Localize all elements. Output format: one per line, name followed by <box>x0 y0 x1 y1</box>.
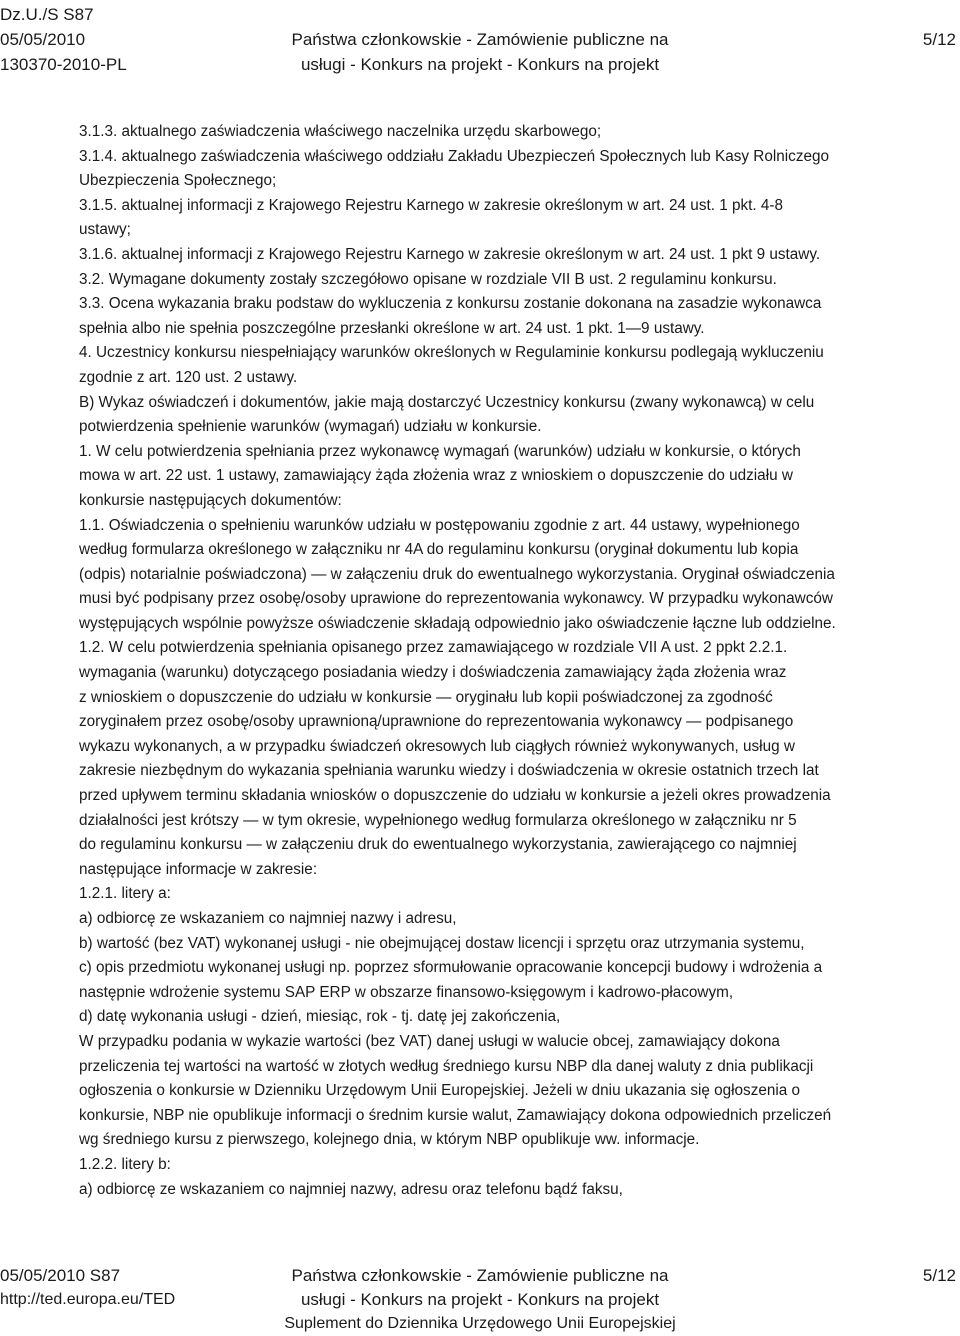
notice-number: 130370-2010-PL <box>0 55 127 74</box>
body-line: c) opis przedmiotu wykonanej usługi np. poprzez sformułowanie opracowanie koncepcji budowy i wdrożenia a <box>79 959 823 977</box>
footer-title-line-2: usługi - Konkurs na projekt - Konkurs na projekt <box>300 1290 660 1309</box>
body-line: Ubezpieczenia Społecznego; <box>79 172 277 190</box>
body-line: następnie wdrożenie systemu SAP ERP w obszarze finansowo-księgowym i kadrowo-płacowym, <box>79 983 734 1001</box>
body-line: wykazu wykonanych, a w przypadku świadczeń okresowych lub ciągłych również wykonywanych, usług w <box>79 737 795 755</box>
header-date: 05/05/2010 <box>0 30 86 49</box>
footer-center <box>0 1264 960 1336</box>
body-line: 3.1.6. aktualnej informacji z Krajowego Rejestru Karnego w zakresie określonym w art. 24 ust. 1 pkt 9 ustawy. <box>79 245 821 263</box>
body-line: następujące informacje w zakresie: <box>79 860 318 878</box>
footer-right-line-2 <box>923 1288 956 1312</box>
body-line: a) odbiorcę ze wskazaniem co najmniej nazwy i adresu, <box>79 910 457 927</box>
footer-right <box>923 1264 956 1336</box>
body-line: z wnioskiem o dopuszczenie do udziału w konkursie — oryginału lub kopii poświadczonej za zgodność <box>79 688 773 706</box>
body-line: zakresie niezbędnym do wykazania spełniania warunku wiedzy i doświadczenia w okresie ostatnich trzech lat <box>79 762 819 780</box>
body-line: 3.1.5. aktualnej informacji z Krajowego Rejestru Karnego w zakresie określonym w art. 24 ust. 1 pkt. 4-8 <box>79 196 783 214</box>
body-line: 1.2.1. litery a: <box>79 885 171 903</box>
header-title-line-2: usługi - Konkurs na projekt - Konkurs na projekt <box>300 55 660 74</box>
header-center <box>0 2 960 77</box>
body-line: musi być podpisany przez osobę/osoby uprawione do reprezentowania wykonawcy. W przypadku wykonawców <box>79 590 833 608</box>
header-title-line-1: Państwa członkowskie - Zamówienie publiczne na <box>291 30 669 49</box>
body-line: 1.1. Oświadczenia o spełnieniu warunków udziału w postępowaniu zgodnie z art. 44 ustawy, wypełnionego <box>79 516 800 534</box>
body-line: zgodnie z art. 120 ust. 2 ustawy. <box>79 368 298 386</box>
body-line: potwierdzenia spełnienie warunków (wymagań) udziału w konkursie. <box>79 418 542 436</box>
body-line: 1. W celu potwierdzenia spełniania przez wykonawcę wymagań (warunków) udziału w konkursie, o których <box>79 442 801 460</box>
body-line: spełnia albo nie spełnia poszczególne przesłanki określone w art. 24 ust. 1 pkt. 1—9 ustawy. <box>79 319 705 337</box>
body-line: ustawy; <box>79 221 131 239</box>
body-line: wg średniego kursu z pierwszego, kolejnego dnia, w którym NBP opublikuje ww. informacje. <box>79 1131 700 1149</box>
body-line: 3.3. Ocena wykazania braku podstaw do wykluczenia z konkursu zostanie dokonana na zasadzie wykonawca <box>79 295 822 313</box>
body-line: (odpis) notarialnie poświadczona) — w załączeniu druk do ewentualnego wykorzystania. Oryginał oświadczenia <box>79 565 835 583</box>
footer-page-number: 5/12 <box>922 1266 956 1285</box>
body-line: 3.1.4. aktualnego zaświadczenia właściwego oddziału Zakładu Ubezpieczeń Społecznych lub Kasy Rolniczego <box>79 147 829 165</box>
body-line: 1.2.2. litery b: <box>79 1155 171 1173</box>
body-line: ogłoszenia o konkursie w Dzienniku Urzędowym Unii Europejskiej. Jeżeli w dniu ukazania się ogłoszenia o <box>79 1082 801 1100</box>
journal-reference: Dz.U./S S87 <box>0 5 94 24</box>
body-line: występujących wspólnie powyższe oświadczenie składają odpowiednio jako oświadczenie łączne lub oddzielne. <box>79 614 836 632</box>
body-line: zoryginałem przez osobę/osoby uprawnioną/uprawnione do reprezentowania wykonawcy — podpisanego <box>79 713 794 731</box>
body-line: przed upływem terminu składania wniosków o dopuszczenie do udziału w konkursie a jeżeli okres prowadzenia <box>79 787 831 805</box>
footer-date-series: 05/05/2010 S87 <box>0 1266 121 1285</box>
body-line: 4. Uczestnicy konkursu niespełniający warunków określonych w Regulaminie konkursu podlegają wykluczeniu <box>79 344 824 362</box>
body-line: 3.1.3. aktualnego zaświadczenia właściwego naczelnika urzędu skarbowego; <box>79 123 602 140</box>
footer-supplement: Suplement do Dziennika Urzędowego Unii Europejskiej <box>284 1315 676 1332</box>
header-right-line-3 <box>923 52 956 77</box>
header-page-number: 5/12 <box>922 30 956 49</box>
document-body <box>79 120 959 1202</box>
body-line: konkursie następujących dokumentów: <box>79 491 342 509</box>
body-line: do regulaminu konkursu — w załączeniu druk do ewentualnego wykorzystania, zawierającego co najmniej <box>79 836 797 854</box>
body-line: przeliczenia tej wartości na wartość w złotych według średniego kursu NBP dla danej waluty z dnia publikacji <box>79 1057 814 1075</box>
header-right-line-1 <box>923 2 956 27</box>
header-right <box>923 2 956 77</box>
footer-right-line-3 <box>923 1312 956 1336</box>
body-line: 3.2. Wymagane dokumenty zostały szczegółowo opisane w rozdziale VII B ust. 2 regulaminu konkursu. <box>79 270 777 288</box>
body-line: b) wartość (bez VAT) wykonanej usługi - nie obejmującej dostaw licencji i sprzętu oraz utrzymania systemu, <box>79 934 805 952</box>
body-line: 1.2. W celu potwierdzenia spełniania opisanego przez zamawiającego w rozdziale VII A ust. 2 ppkt 2.2.1. <box>79 639 788 657</box>
header-center-line-1 <box>0 2 960 27</box>
body-line: a) odbiorcę ze wskazaniem co najmniej nazwy, adresu oraz telefonu bądź faksu, <box>79 1180 623 1198</box>
body-line: W przypadku podania w wykazie wartości (bez VAT) danej usługi w walucie obcej, zamawiający dokona <box>79 1032 780 1050</box>
body-line: B) Wykaz oświadczeń i dokumentów, jakie mają dostarczyć Uczestnicy konkursu (zwany wykonawcą) w celu <box>79 393 815 411</box>
body-line: konkursie, NBP nie opublikuje informacji o średnim kursie walut, Zamawiający dokona odpowiednich przeliczeń <box>79 1106 832 1124</box>
body-line: d) datę wykonania usługi - dzień, miesiąc, rok - tj. datę jej zakończenia, <box>79 1008 561 1026</box>
footer-link[interactable]: http://ted.europa.eu/TED <box>0 1291 176 1308</box>
body-line: mowa w art. 22 ust. 1 ustawy, zamawiający żąda złożenia wraz z wnioskiem o dopuszczenie do udziału w <box>79 467 793 485</box>
body-line: wymagania (warunku) dotyczącego posiadania wiedzy i doświadczenia zamawiający żąda złożenia wraz <box>79 664 787 682</box>
footer-title-line-1: Państwa członkowskie - Zamówienie publiczne na <box>291 1266 669 1285</box>
body-line: działalności jest krótszy — w tym okresie, wypełnionego według formularza określonego w załączniku nr 5 <box>79 811 797 829</box>
body-line: według formularza określonego w załączniku nr 4A do regulaminu konkursu (oryginał dokumentu lub kopia <box>79 541 799 559</box>
